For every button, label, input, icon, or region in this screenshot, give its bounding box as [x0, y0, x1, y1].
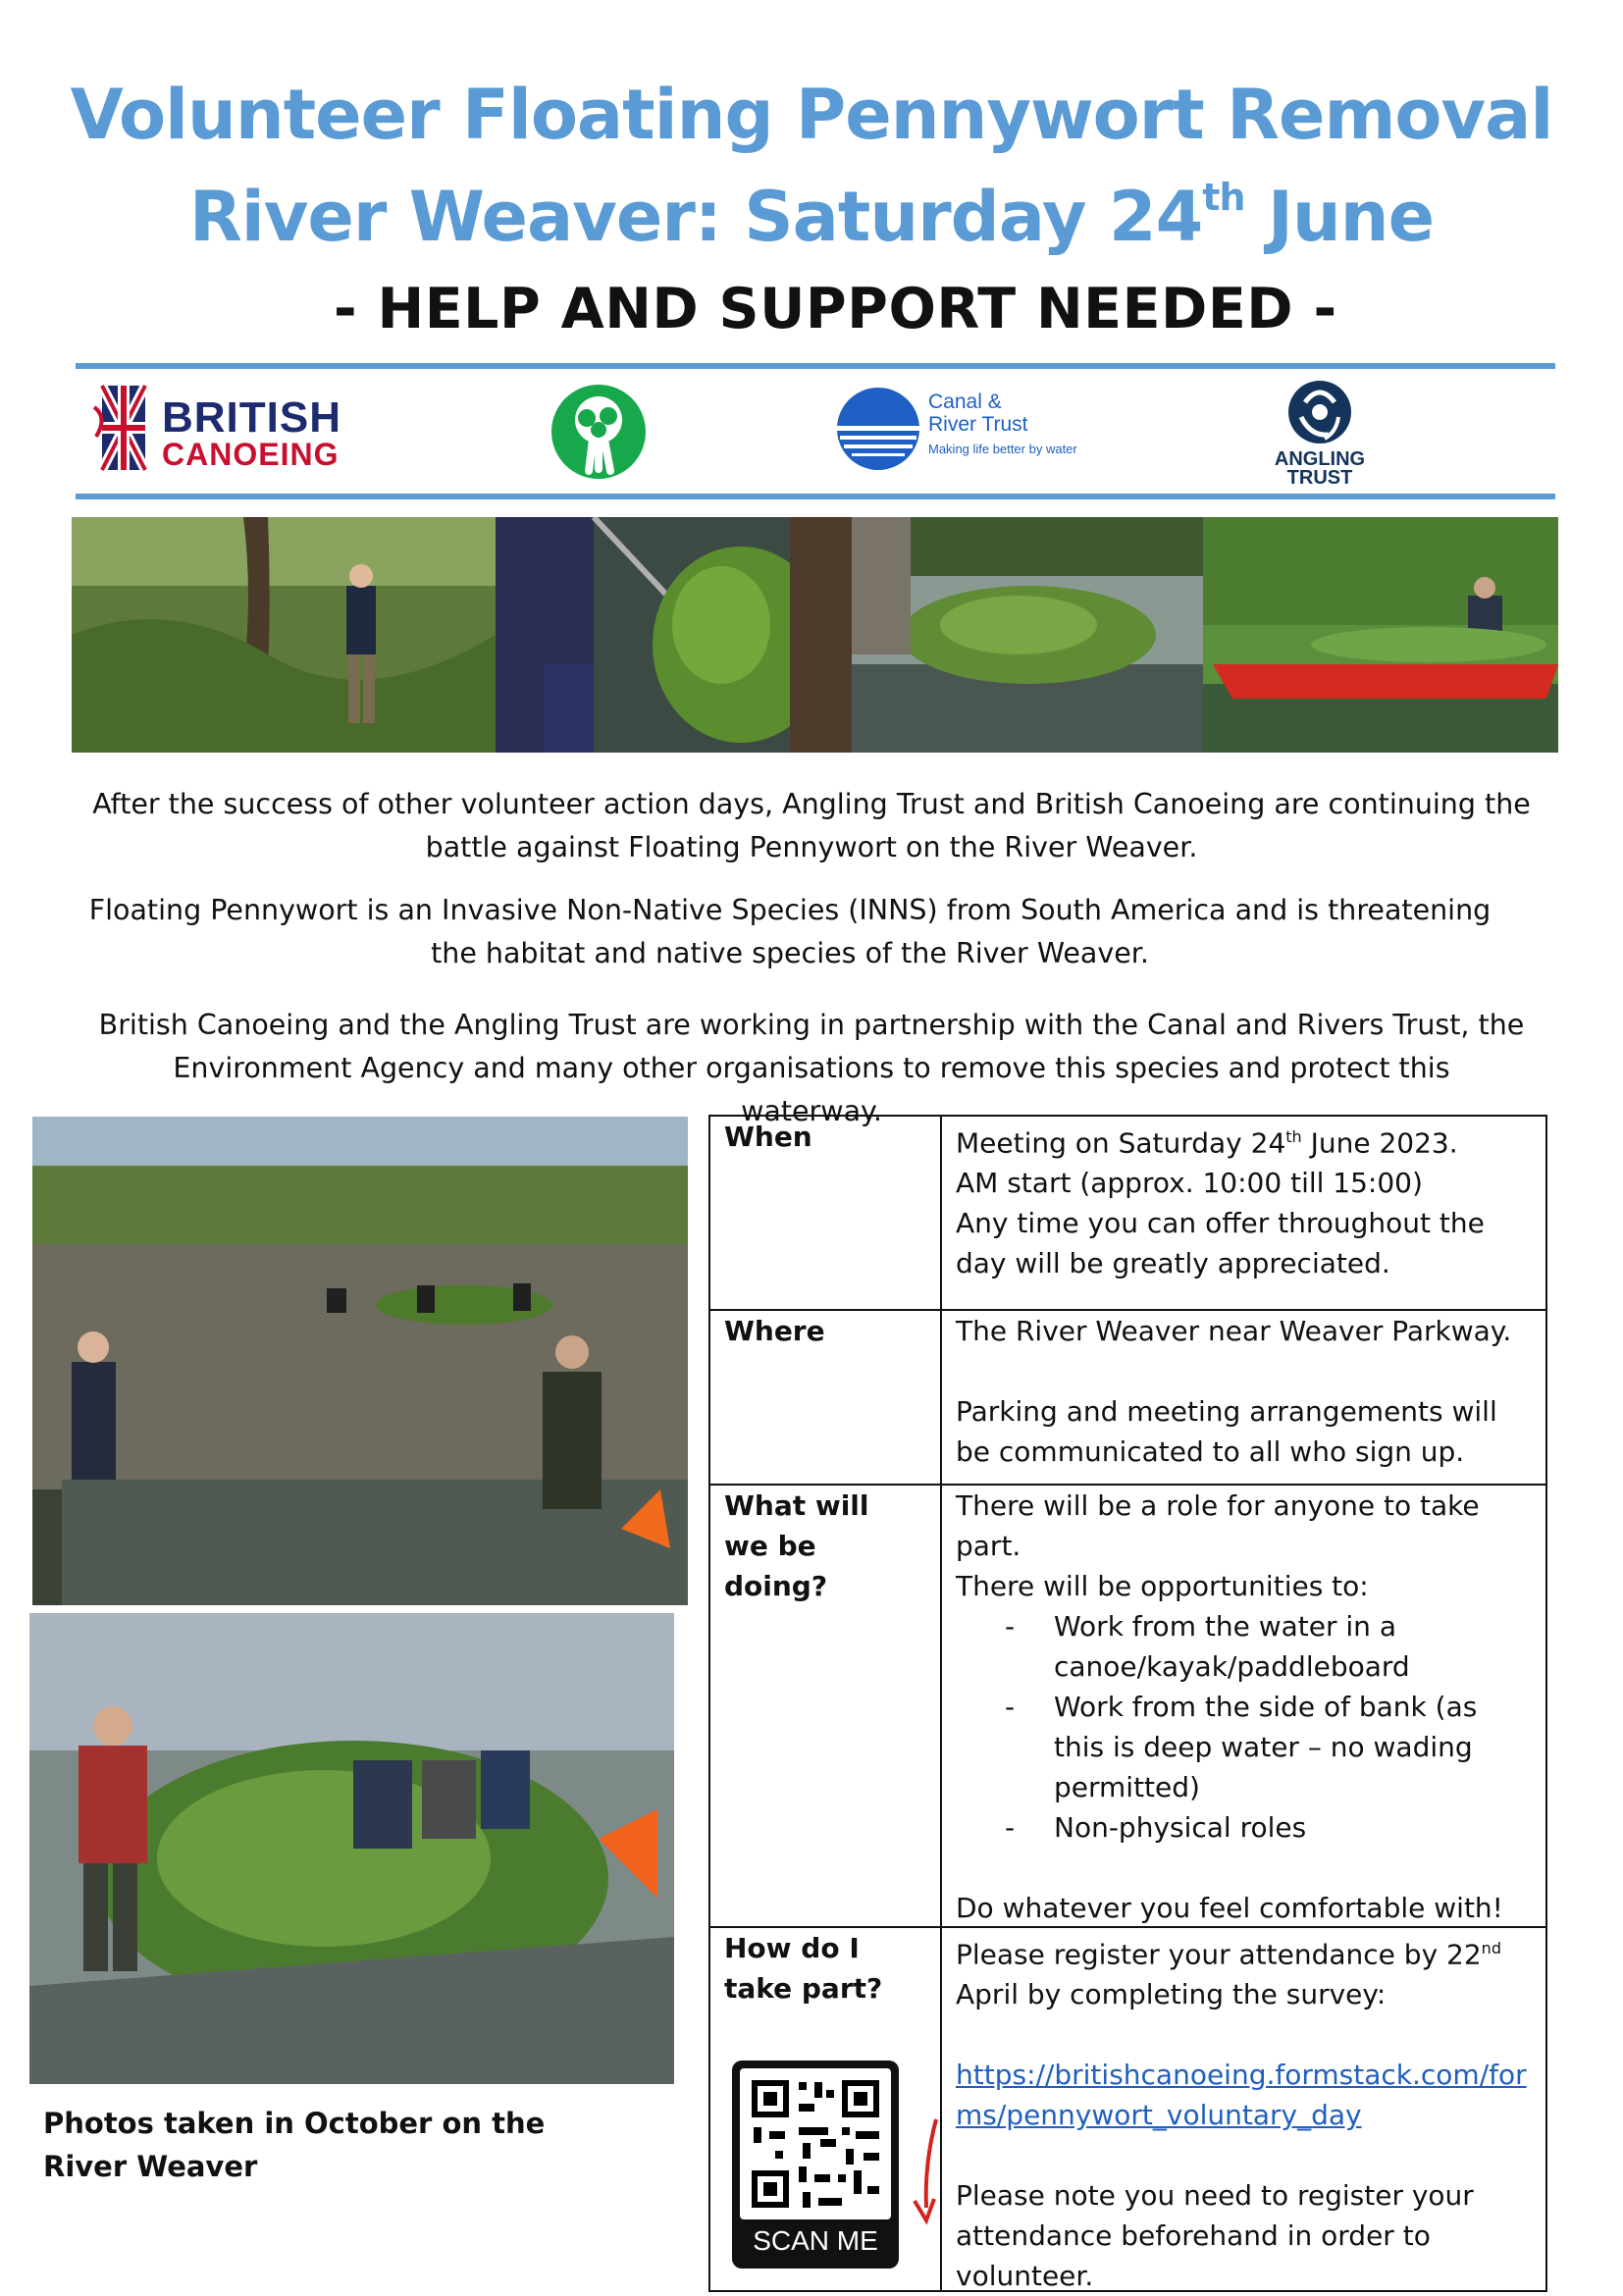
- what-label: What will we be doing?: [724, 1489, 869, 1602]
- where-label: Where: [724, 1315, 825, 1347]
- angling-trust-name1: ANGLING: [1274, 448, 1366, 470]
- photo-raking-pennywort: [496, 517, 852, 753]
- canal-trust-name1: Canal &: [928, 391, 1002, 413]
- how-register: [956, 1928, 1541, 2014]
- what-spacer: [956, 1848, 1535, 1888]
- how-register-sup: nd: [1481, 1939, 1501, 1957]
- what-opportunities: There will be opportunities to:: [956, 1570, 1369, 1602]
- survey-link[interactable]: https://britishcanoeing.formstack.com/forms/pennywort_voluntary_day: [956, 2059, 1527, 2132]
- page-title: Volunteer Floating Pennywort Removal: [70, 75, 1553, 155]
- row-when-label-cell: [708, 1115, 942, 1311]
- what-item-3: Non-physical roles: [1054, 1811, 1307, 1844]
- canal-trust-tagline: Making life better by water: [928, 442, 1077, 456]
- angling-trust-logo: [1261, 378, 1379, 491]
- photo-strip: [72, 517, 1558, 753]
- photo-river-team: [32, 1117, 688, 1605]
- british-canoeing-word1: BRITISH: [162, 393, 341, 442]
- when-label: When: [724, 1121, 812, 1153]
- how-note: Please note you need to register your attendance beforehand in order to volunteer.: [956, 2179, 1474, 2293]
- caption-line2: River Weaver: [43, 2150, 258, 2183]
- intro-paragraph-3: British Canoeing and the Angling Trust are working in partnership with the Canal and Rivers Trust, the Environment Agency and many other organisations to remove this species and protect this waterway.: [98, 1009, 1525, 1127]
- top-rule: [76, 363, 1555, 369]
- list-dash: -: [1005, 1691, 1016, 1723]
- page-subtitle-date: [0, 176, 1623, 257]
- how-register-text: Please register your attendance by 22: [956, 1938, 1482, 1971]
- what-value: [956, 1486, 1535, 1928]
- row-where-value-cell: [940, 1309, 1547, 1486]
- how-spacer: [956, 2014, 1541, 2055]
- union-flag-icon: [88, 378, 157, 476]
- row-when-value-cell: [940, 1115, 1547, 1311]
- what-list-item: [956, 1606, 1535, 1687]
- how-value: [956, 1928, 1541, 2296]
- environment-agency-logo: [550, 383, 648, 481]
- canal-trust-name2: River Trust: [928, 413, 1028, 436]
- qr-code-pattern: [740, 2068, 891, 2219]
- row-what-label-cell: [708, 1484, 942, 1928]
- when-note: Any time you can offer throughout the day will be greatly appreciated.: [956, 1207, 1485, 1280]
- photo-pennywort-pile: [852, 517, 1203, 753]
- help-needed-heading: - HELP AND SUPPORT NEEDED -: [334, 277, 1337, 341]
- canal-river-trust-logo: [834, 385, 1099, 473]
- what-intro: There will be a role for anyone to take part.: [956, 1489, 1480, 1562]
- where-location: The River Weaver near Weaver Parkway.: [956, 1315, 1512, 1347]
- when-date-sup: th: [1285, 1127, 1302, 1146]
- row-how-label-cell: [708, 1926, 942, 2292]
- list-dash: -: [1005, 1811, 1016, 1844]
- when-value: [956, 1117, 1540, 1283]
- british-canoeing-word2: CANOEING: [162, 437, 340, 472]
- row-how-value-cell: [940, 1926, 1547, 2292]
- when-date-year: June 2023.: [1301, 1126, 1458, 1160]
- photo-woodland-volunteer: [72, 517, 496, 753]
- when-time: AM start (approx. 10:00 till 15:00): [956, 1167, 1423, 1200]
- title-date-month: June: [1244, 177, 1435, 257]
- title-date-text: River Weaver: Saturday 24: [188, 177, 1203, 257]
- row-where-label-cell: [708, 1309, 942, 1486]
- angling-trust-name2: TRUST: [1286, 467, 1353, 489]
- photo-caption: [43, 2102, 545, 2188]
- where-value: [956, 1311, 1540, 1472]
- intro-paragraph-1: After the success of other volunteer action days, Angling Trust and British Canoeing are continuing the battle against Floating Pennywort on the River Weaver.: [92, 788, 1531, 863]
- when-date: Meeting on Saturday 24: [956, 1126, 1286, 1160]
- where-arrangements: Parking and meeting arrangements will be communicated to all who sign up.: [956, 1395, 1497, 1468]
- info-table: [708, 1115, 1547, 2292]
- british-canoeing-logo: [88, 376, 363, 479]
- where-spacer: [956, 1351, 1540, 1391]
- what-item-2: Work from the side of bank (as this is deep water – no wading permitted): [1054, 1691, 1478, 1803]
- what-item-1: Work from the water in a canoe/kayak/paddleboard: [1054, 1610, 1410, 1683]
- when-line1: [956, 1117, 1540, 1163]
- what-list-item: [956, 1687, 1535, 1807]
- red-arrow-icon: [905, 2114, 944, 2232]
- photo-bank-clearing: [29, 1613, 674, 2084]
- what-list-item: [956, 1807, 1535, 1848]
- caption-line1: Photos taken in October on the: [43, 2107, 546, 2140]
- how-label: How do I take part?: [724, 1932, 883, 2005]
- row-what-value-cell: [940, 1484, 1547, 1928]
- how-register-tail: April by completing the survey:: [956, 1978, 1387, 2011]
- what-closing: Do whatever you feel comfortable with!: [956, 1892, 1503, 1924]
- list-dash: -: [1005, 1610, 1016, 1643]
- photo-red-canoe: [1203, 517, 1558, 753]
- scan-me-label: SCAN ME: [753, 2225, 878, 2256]
- title-date-sup: th: [1202, 176, 1245, 219]
- intro-paragraph-2: Floating Pennywort is an Invasive Non-Native Species (INNS) from South America and is threatening the habitat and native species of the River Weaver.: [88, 894, 1492, 969]
- qr-code[interactable]: [732, 2061, 899, 2269]
- how-spacer-2: [956, 2135, 1541, 2175]
- bottom-rule: [76, 494, 1555, 499]
